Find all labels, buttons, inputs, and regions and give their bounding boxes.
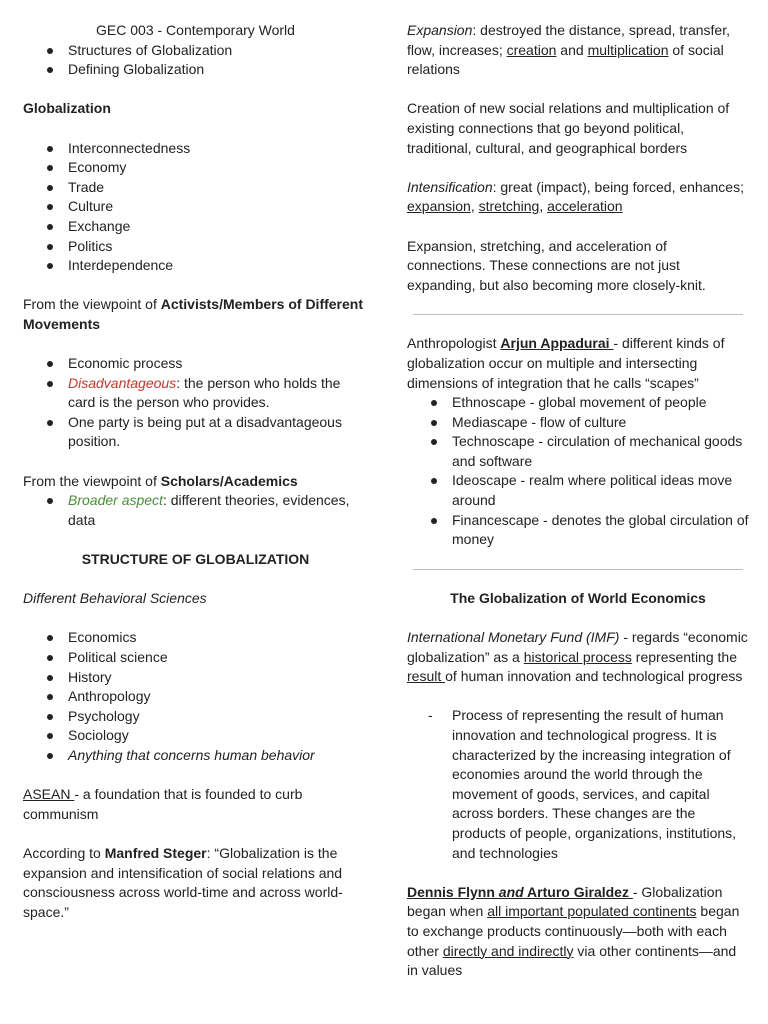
list-item: Psychology	[23, 707, 368, 727]
giraldez-name: Arturo Giraldez	[523, 883, 633, 900]
activists-label: Activists/Members of Different Movements	[23, 296, 364, 332]
expansion-summary-paragraph: Expansion, stretching, and acceleration of connections. These connections are not just expanding, but also becoming more closely-knit.	[407, 237, 706, 293]
underlined-term: directly and indirectly	[442, 942, 574, 959]
activists-paragraph	[23, 295, 368, 334]
paragraph-text: Anthropologist	[407, 335, 501, 352]
imf-paragraph	[407, 628, 749, 687]
list-item	[23, 374, 368, 413]
paragraph-text: From the viewpoint of	[23, 472, 161, 489]
intensification-term: Intensification	[407, 178, 493, 195]
paragraph-text: - Globalization began when	[407, 883, 723, 920]
paragraph-text: According to	[23, 844, 105, 861]
list-item: Politics	[23, 237, 368, 257]
economics-heading: The Globalization of World Economics	[450, 589, 706, 606]
list-item: Structures of Globalization	[23, 41, 368, 61]
expansion-paragraph	[407, 21, 749, 80]
scholars-label: Scholars/Academics	[160, 472, 298, 489]
list-item: Defining Globalization	[23, 60, 368, 80]
list-item-text: : different theories, evidences, data	[68, 492, 350, 528]
expansion-term: Expansion	[407, 22, 473, 38]
list-item: Mediascape - flow of culture	[407, 413, 749, 433]
separator: ,	[470, 198, 479, 215]
disadvantageous-term: Disadvantageous	[68, 374, 177, 391]
flynn-name: Dennis Flynn	[407, 883, 499, 900]
list-item: - Process of representing the result of human innovation and technological progress. It is characterized by the increasing integration of economies around the world through the movement of goods, services, and capital across borders. These changes are the products of people, organizations, institutions, and technologies	[407, 706, 749, 863]
list-item: History	[23, 668, 368, 688]
globalization-list	[23, 139, 368, 276]
list-item: Technoscape - circulation of mechanical goods and software	[407, 432, 749, 471]
paragraph-text: of human innovation and technological progress	[445, 668, 743, 685]
paragraph-text: - regards “economic globalization” as a	[407, 629, 748, 665]
underlined-term: stretching	[478, 198, 540, 215]
asean-term: ASEAN	[23, 786, 75, 803]
underlined-term: historical process	[523, 648, 632, 665]
underlined-term: multiplication	[587, 41, 669, 58]
paragraph-text: : destroyed the distance, spread, transfer, flow, increases;	[407, 22, 730, 58]
list-item-text: : the person who holds the card is the person who provides.	[68, 374, 341, 411]
paragraph-text: began to exchange products continuously—both with each other	[407, 903, 740, 959]
steger-paragraph	[23, 844, 368, 922]
list-item: Ethnoscape - global movement of people	[407, 393, 749, 413]
process-list	[407, 706, 749, 863]
scapes-list	[407, 393, 749, 550]
scholars-list	[23, 491, 368, 530]
paragraph-text: and	[556, 41, 588, 58]
list-item: Economic process	[23, 354, 368, 374]
underlined-term: result	[407, 668, 446, 685]
flynn-and: and	[498, 883, 524, 900]
intensification-paragraph	[407, 178, 749, 217]
activists-list	[23, 354, 368, 452]
paragraph-text: - a foundation that is founded to curb communism	[23, 786, 303, 822]
list-item: Sociology	[23, 726, 368, 746]
paragraph-text: : great (impact), being forced, enhances;	[492, 178, 744, 195]
underlined-term: expansion	[407, 198, 471, 215]
left-column	[23, 21, 368, 922]
steger-quote: : “Globalization is the expansion and intensification of social relations and consciousness across world-time and across world-space.”	[23, 844, 343, 920]
divider	[413, 569, 743, 570]
paragraph-text: From the viewpoint of	[23, 296, 161, 313]
list-item: Trade	[23, 178, 368, 198]
scholars-paragraph	[23, 472, 368, 492]
sciences-list	[23, 628, 368, 765]
list-item: Economy	[23, 158, 368, 178]
paragraph-text: via other continents—and in values	[407, 942, 737, 979]
right-column	[407, 21, 749, 981]
structure-heading: STRUCTURE OF GLOBALIZATION	[81, 551, 310, 568]
list-item: One party is being put at a disadvantageous position.	[23, 413, 368, 452]
divider	[413, 314, 743, 315]
list-item: Political science	[23, 648, 368, 668]
underlined-term: acceleration	[547, 198, 623, 215]
list-item: Ideoscape - realm where political ideas move around	[407, 471, 749, 510]
paragraph-text: - different kinds of globalization occur on multiple and intersecting dimensions of integration that he calls “scapes”	[407, 335, 725, 391]
paragraph-text: representing the	[631, 648, 737, 665]
list-item: Culture	[23, 197, 368, 217]
list-item: Financescape - denotes the global circulation of money	[407, 511, 749, 550]
asean-paragraph	[23, 785, 368, 824]
separator: ,	[539, 198, 548, 215]
paragraph-text: of social relations	[407, 41, 724, 78]
appadurai-paragraph	[407, 334, 749, 393]
list-item: Interconnectedness	[23, 139, 368, 159]
underlined-term: all important populated continents	[487, 903, 697, 920]
list-item: Anything that concerns human behavior	[23, 746, 368, 766]
broader-aspect-term: Broader aspect	[68, 492, 163, 509]
list-item: Exchange	[23, 217, 368, 237]
list-item: Interdependence	[23, 256, 368, 276]
underlined-term: creation	[506, 41, 557, 58]
steger-name: Manfred Steger	[104, 844, 207, 861]
intro-list	[23, 41, 368, 80]
document-title: GEC 003 - Contemporary World	[96, 22, 295, 38]
flynn-paragraph	[407, 883, 749, 981]
imf-term: International Monetary Fund (IMF)	[407, 629, 620, 646]
list-item: Economics	[23, 628, 368, 648]
creation-paragraph: Creation of new social relations and multiplication of existing connections that go beyond political, traditional, cultural, and geographical borders	[407, 100, 730, 156]
globalization-heading: Globalization	[23, 100, 111, 117]
list-item: Anthropology	[23, 687, 368, 707]
list-item	[23, 491, 368, 530]
appadurai-name: Arjun Appadurai	[500, 335, 614, 352]
behavioral-heading: Different Behavioral Sciences	[23, 590, 207, 607]
